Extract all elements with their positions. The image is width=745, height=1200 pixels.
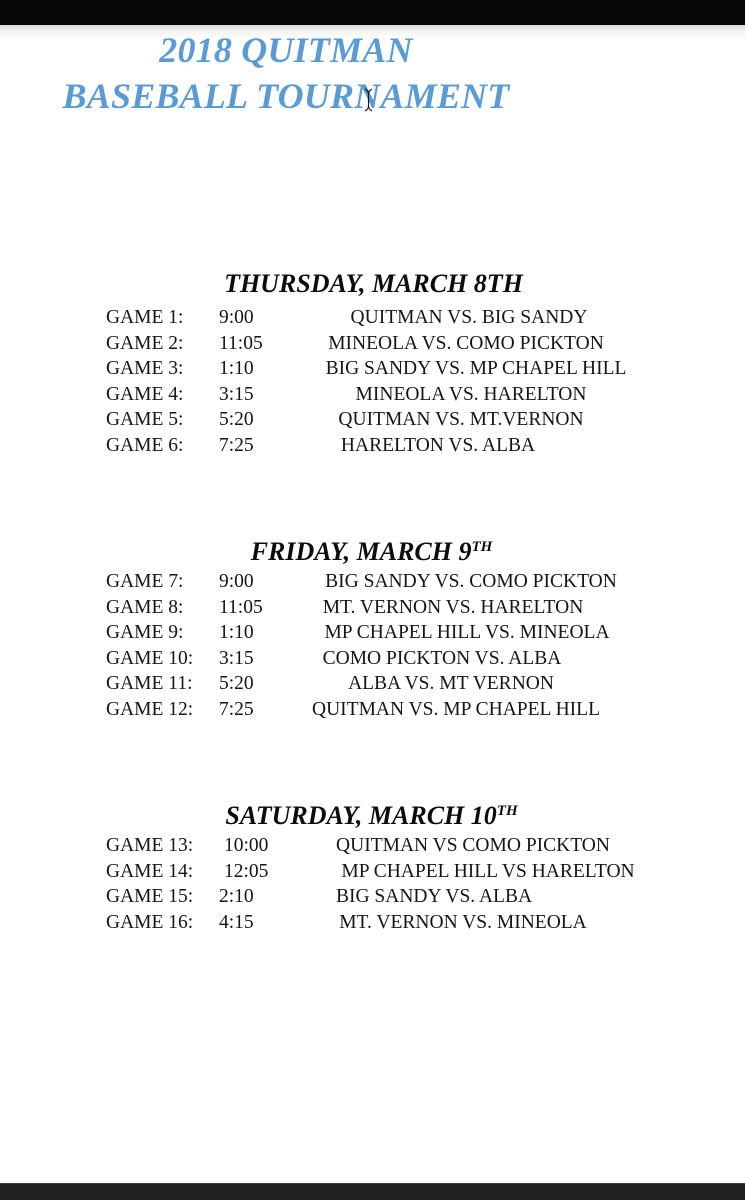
game-row xyxy=(0,356,745,382)
game-list-thursday xyxy=(0,305,745,459)
game-number: GAME 6: xyxy=(106,434,184,456)
game-matchup: ALBA VS. MT VERNON xyxy=(348,673,554,695)
day-heading-saturday xyxy=(0,802,745,830)
game-time: 1:10 xyxy=(219,622,254,644)
game-number: GAME 4: xyxy=(106,383,184,405)
game-time: 5:20 xyxy=(219,673,254,695)
game-number: GAME 2: xyxy=(106,332,184,354)
game-time: 1:10 xyxy=(219,358,254,380)
game-matchup: BIG SANDY VS. ALBA xyxy=(335,886,533,908)
game-row xyxy=(0,646,745,672)
game-list-friday xyxy=(0,569,745,723)
game-matchup: QUITMAN VS. BIG SANDY xyxy=(350,307,588,328)
game-number: GAME 5: xyxy=(106,409,184,431)
game-row xyxy=(0,833,745,859)
game-matchup: MT. VERNON VS. HARELTON xyxy=(322,596,584,618)
game-number: GAME 13: xyxy=(106,835,194,856)
game-number: GAME 9: xyxy=(106,622,184,644)
game-time: 7:25 xyxy=(219,698,254,720)
game-time: 11:05 xyxy=(219,596,263,618)
game-matchup: MINEOLA VS. COMO PICKTON xyxy=(328,332,604,354)
text-cursor-icon xyxy=(364,88,373,112)
game-number: GAME 14: xyxy=(106,860,194,882)
game-time: 9:00 xyxy=(219,571,254,592)
game-time: 4:15 xyxy=(219,911,254,933)
game-number: GAME 12: xyxy=(106,698,194,720)
game-matchup: MP CHAPEL HILL VS. MINEOLA xyxy=(324,622,610,644)
day-heading-text: FRIDAY, MARCH 9 xyxy=(250,537,472,566)
game-row xyxy=(0,859,745,885)
game-row xyxy=(0,305,745,331)
game-matchup: QUITMAN VS COMO PICKTON xyxy=(336,835,610,856)
game-matchup: QUITMAN VS. MP CHAPEL HILL xyxy=(312,698,600,720)
game-list-saturday xyxy=(0,833,745,935)
game-time: 11:05 xyxy=(219,332,263,354)
document-title-line-2: BASEBALL TOURNAMENT xyxy=(62,76,510,116)
game-time: 10:00 xyxy=(224,835,269,856)
game-time: 5:20 xyxy=(219,409,254,431)
day-heading-ordinal: TH xyxy=(496,803,518,819)
game-matchup: BIG SANDY VS. COMO PICKTON xyxy=(325,571,617,592)
game-matchup: HARELTON VS. ALBA xyxy=(340,434,536,456)
game-row xyxy=(0,910,745,936)
day-heading-text: THURSDAY, MARCH 8TH xyxy=(224,269,523,298)
game-time: 3:15 xyxy=(219,647,254,669)
game-row xyxy=(0,595,745,621)
day-heading-ordinal: TH xyxy=(471,539,493,555)
game-row xyxy=(0,697,745,723)
game-number: GAME 3: xyxy=(106,358,184,380)
game-row xyxy=(0,620,745,646)
game-number: GAME 7: xyxy=(106,571,184,592)
game-time: 12:05 xyxy=(224,860,269,882)
game-row xyxy=(0,671,745,697)
game-row xyxy=(0,569,745,595)
top-status-bar xyxy=(0,0,745,25)
game-matchup: MP CHAPEL HILL VS HARELTON xyxy=(341,860,635,882)
game-number: GAME 15: xyxy=(106,886,194,908)
game-row xyxy=(0,382,745,408)
game-number: GAME 1: xyxy=(106,307,184,328)
bottom-navigation-bar xyxy=(0,1183,745,1200)
day-heading-text: SATURDAY, MARCH 10 xyxy=(225,801,497,830)
game-number: GAME 8: xyxy=(106,596,184,618)
game-time: 3:15 xyxy=(219,383,254,405)
game-number: GAME 11: xyxy=(106,673,193,695)
game-row xyxy=(0,884,745,910)
game-number: GAME 16: xyxy=(106,911,194,933)
game-matchup: QUITMAN VS. MT.VERNON xyxy=(338,409,584,431)
game-matchup: BIG SANDY VS. MP CHAPEL HILL xyxy=(325,358,627,380)
game-matchup: MT. VERNON VS. MINEOLA xyxy=(339,911,587,933)
game-row xyxy=(0,331,745,357)
day-heading-friday xyxy=(0,538,745,566)
game-row xyxy=(0,433,745,459)
game-matchup: COMO PICKTON VS. ALBA xyxy=(322,647,562,669)
game-time: 2:10 xyxy=(219,886,254,908)
game-row xyxy=(0,407,745,433)
day-heading-thursday xyxy=(0,270,745,298)
document-title-line-1: 2018 QUITMAN xyxy=(159,30,413,70)
game-time: 9:00 xyxy=(219,307,254,328)
game-number: GAME 10: xyxy=(106,647,194,669)
game-time: 7:25 xyxy=(219,434,254,456)
game-matchup: MINEOLA VS. HARELTON xyxy=(355,383,587,405)
